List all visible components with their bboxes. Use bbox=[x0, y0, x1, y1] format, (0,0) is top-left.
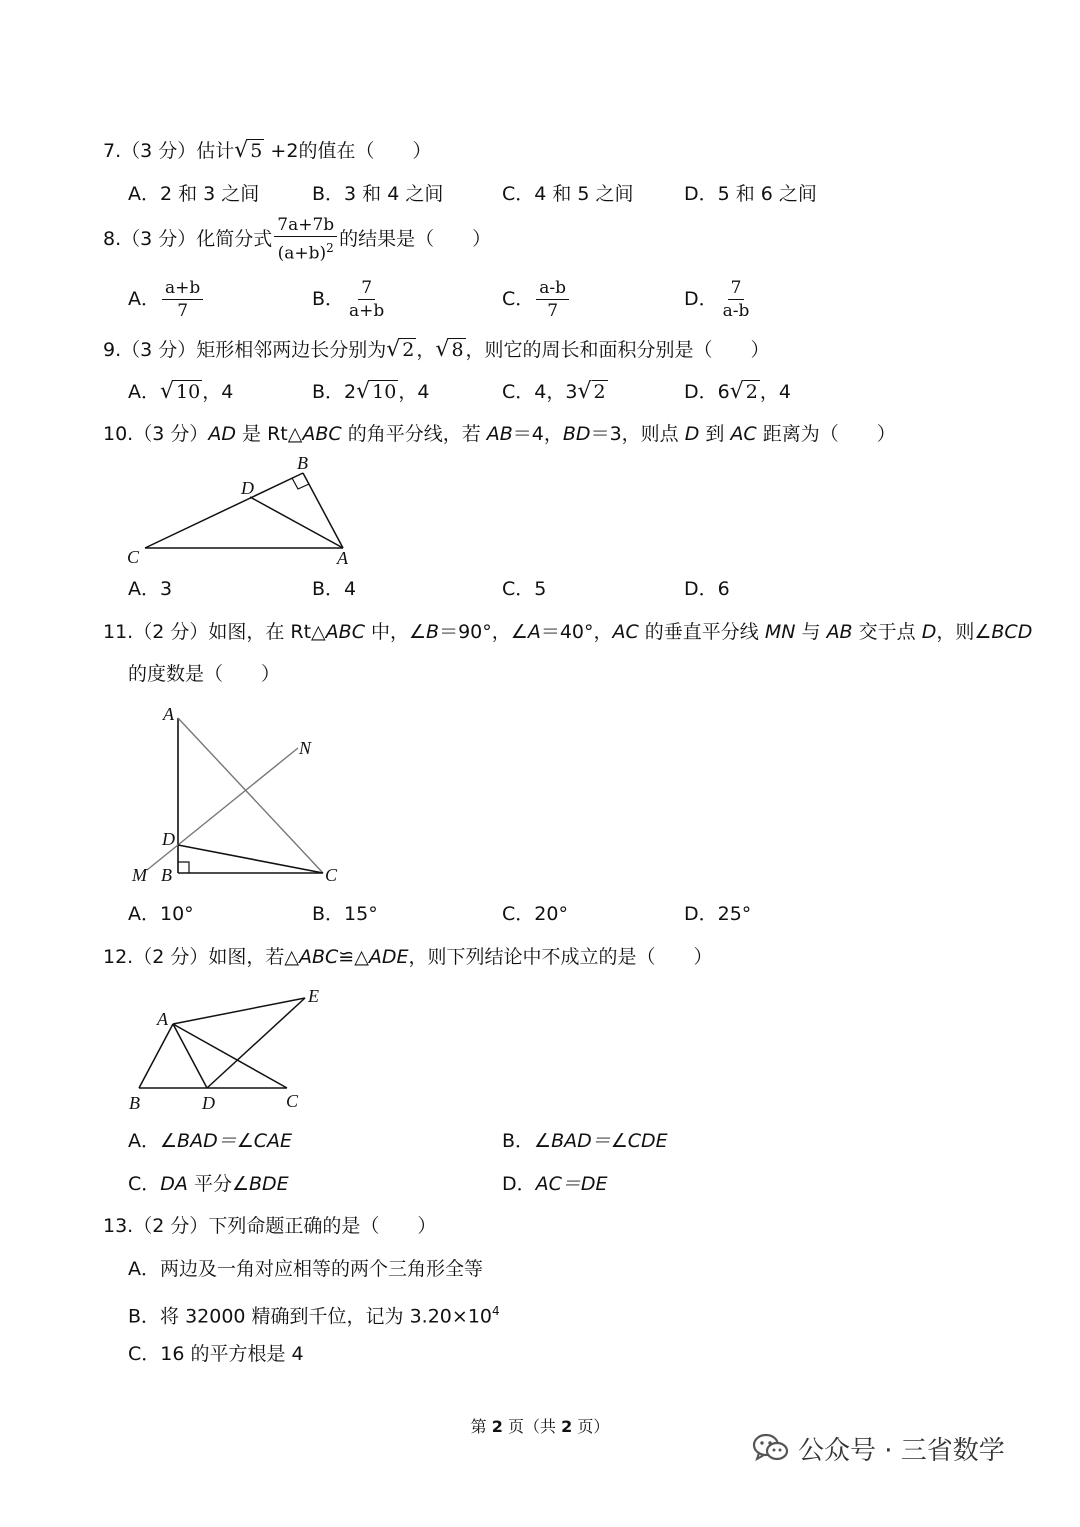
q8-option-b: B． $\frac{7}{a+b}$ bbox=[312, 278, 385, 321]
q9-radical-1: √ 2 bbox=[386, 337, 415, 362]
q11-option-b: B．15° bbox=[312, 903, 378, 925]
q13-option-b: B．将 32000 精确到千位，记为 $3.20\times 10^4$ bbox=[128, 1304, 500, 1328]
q12-option-a: A．∠BAD＝∠CAE bbox=[128, 1130, 292, 1152]
q9-option-b: B．2√ 10 ，4 bbox=[312, 379, 430, 404]
q12-label-a: A bbox=[157, 1009, 168, 1029]
q7-option-d: D．5 和 6 之间 bbox=[684, 183, 817, 205]
q12-option-d: D．AC＝DE bbox=[502, 1173, 608, 1195]
q12-option-c: C．DA 平分∠BDE bbox=[128, 1173, 289, 1195]
watermark-text: 公众号 · 三省数学 bbox=[798, 1435, 1005, 1466]
q7-stem bbox=[103, 138, 431, 164]
q12-stem: 12.（2 分）如图，若△ABC≌△ADE，则下列结论中不成立的是（ ） bbox=[103, 946, 713, 968]
q8-stem bbox=[103, 214, 491, 265]
q10-segment-cb bbox=[145, 473, 303, 548]
q8-option-a: A． $\frac{a+b}{7}$ bbox=[128, 276, 205, 322]
q12-segment-ae bbox=[173, 998, 305, 1024]
q12-option-b: B．∠BAD＝∠CDE bbox=[502, 1130, 668, 1152]
wechat-icon bbox=[752, 1432, 790, 1464]
q9-option-d: D．6√ 2 ，4 bbox=[684, 379, 791, 404]
q10-option-c: C．5 bbox=[502, 578, 547, 600]
q13-stem: 13.（2 分）下列命题正确的是（ ） bbox=[103, 1215, 437, 1237]
q10-label-d: D bbox=[241, 478, 254, 498]
q9-stem-text: 9.（3 分）矩形相邻两边长分别为 bbox=[103, 339, 387, 361]
q13-option-a: A．两边及一角对应相等的两个三角形全等 bbox=[128, 1258, 483, 1280]
q7-stem-text: 7.（3 分）估计 bbox=[103, 140, 235, 162]
q9-option-c: C．4，3√ 2 bbox=[502, 379, 606, 404]
q12-segment-ab bbox=[139, 1024, 173, 1088]
q11-label-b: B bbox=[161, 865, 172, 885]
q10-option-d: D．6 bbox=[684, 578, 730, 600]
q12-label-e: E bbox=[308, 986, 319, 1006]
q11-label-m: M bbox=[132, 865, 147, 885]
q11-label-a: A bbox=[163, 704, 174, 724]
q10-label-b: B bbox=[297, 453, 308, 473]
q8-option-d: D． $\frac{7}{a-b}$ bbox=[684, 278, 750, 321]
page-footer: 第 2 页（共 2 页） bbox=[470, 1417, 610, 1436]
q10-stem: 10.（3 分）AD 是 Rt△ABC 的角平分线，若 AB＝4，BD＝3，则点 D 到 AC 距离为（ ） bbox=[103, 423, 896, 445]
q7-stem-tail: +2的值在（ ） bbox=[264, 140, 432, 162]
q8-option-c: C． $\frac{a-b}{7}$ bbox=[502, 276, 571, 322]
q11-option-d: D．25° bbox=[684, 903, 752, 925]
q10-label-a: A bbox=[337, 548, 348, 568]
q11-right-angle-mark bbox=[178, 862, 189, 873]
q11-stem: 11.（2 分）如图，在 Rt△ABC 中，∠B＝90°，∠A＝40°，AC 的垂直平分线 MN 与 AB 交于点 D，则∠BCD bbox=[103, 621, 1033, 643]
q12-label-c: C bbox=[286, 1091, 299, 1111]
q12-label-d: D bbox=[202, 1093, 215, 1113]
q9-radical-2: √ 8 bbox=[435, 337, 464, 362]
q9-option-a: A．√ 10 ，4 bbox=[128, 379, 234, 404]
q11-label-c: C bbox=[325, 865, 338, 885]
q11-option-a: A．10° bbox=[128, 903, 194, 925]
q7-option-a: A．2 和 3 之间 bbox=[128, 183, 260, 205]
watermark bbox=[752, 1428, 1005, 1468]
q8-stem-tail: 的结果是（ ） bbox=[339, 227, 492, 250]
q10-option-a: A．3 bbox=[128, 578, 173, 600]
q10-option-b: B．4 bbox=[312, 578, 357, 600]
q11-label-n: N bbox=[299, 738, 312, 758]
q7-option-b: B．3 和 4 之间 bbox=[312, 183, 444, 205]
q8-fraction: $\frac{7a+7b}{(a+b)^2}$ bbox=[274, 214, 337, 265]
q7-option-c: C．4 和 5 之间 bbox=[502, 183, 634, 205]
q11-option-c: C．20° bbox=[502, 903, 568, 925]
q12-segment-de bbox=[207, 998, 305, 1088]
q11-label-d: D bbox=[162, 829, 175, 849]
q9-stem: 9.（3 分）矩形相邻两边长分别为√ 2 ，√ 8 ，则它的周长和面积分别是（ ） bbox=[103, 337, 770, 362]
q11-stem-line2: 的度数是（ ） bbox=[128, 663, 281, 685]
q13-option-c: C．16 的平方根是 4 bbox=[128, 1343, 304, 1365]
q12-label-b: B bbox=[129, 1093, 140, 1113]
q9-stem-tail: ，则它的周长和面积分别是（ ） bbox=[465, 339, 770, 361]
q7-radical: √ 5 bbox=[234, 138, 263, 163]
q10-label-c: C bbox=[127, 547, 140, 567]
q8-stem-text: 8.（3 分）化简分式 bbox=[103, 227, 273, 250]
